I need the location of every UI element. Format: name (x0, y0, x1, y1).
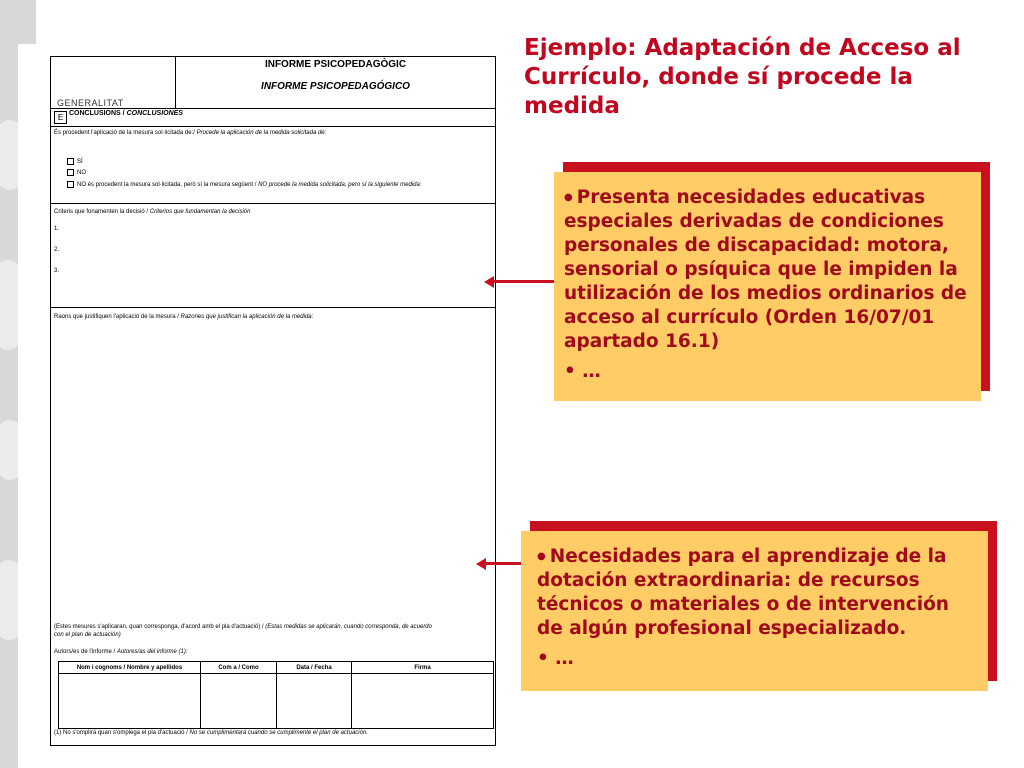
form-title-catalan: INFORME PSICOPEDAGÒGIC (264, 59, 407, 70)
procede-question-ca: És procedent l'aplicació de la mesura sol·licitada de:/ (54, 130, 195, 136)
psychopedagogical-report-form (50, 56, 496, 746)
measures-note-ca: (Estes mesures s'aplicaran, quan corresponga, d'acord amb el pla d'actuació) / (54, 624, 264, 630)
generalitat-logo-text: GENERALITAT (57, 98, 124, 108)
table-cell-date[interactable] (277, 674, 352, 729)
reasons-label-es: Razones que justifican la aplicación de la medida: (180, 314, 314, 320)
form-header (51, 57, 495, 109)
callout-1 (554, 172, 981, 401)
decorative-left-band (18, 44, 36, 768)
conclusions-section-header (51, 108, 495, 127)
procede-question (54, 129, 326, 137)
measures-note-es-1: (Estas medidas se aplicarán, cuando corresponda, de acuerdo (265, 624, 432, 630)
divider (51, 307, 495, 308)
table-header-date: Data / Fecha (277, 662, 352, 674)
table-cell-role[interactable] (201, 674, 277, 729)
criteria-item-3: 3. (54, 268, 60, 274)
reasons-label (54, 313, 313, 321)
bullet-icon: ● (537, 551, 546, 562)
section-label (69, 110, 183, 117)
callout-2 (521, 531, 988, 691)
authors-label (54, 648, 188, 656)
callout-1-bullet-text: Presenta necesidades educativas especiales derivadas de condiciones personales de discapacidad: motora, sensorial o psíquica que le impiden la utilización de los medios ordinarios de acceso al currículo (Orden 16/07/01 apartado 16.1) (564, 187, 967, 352)
criteria-label-ca: Criteris que fonamenten la decisió / (54, 209, 149, 215)
checkbox-partial[interactable] (67, 181, 74, 188)
reasons-label-ca: Raons que justifiquen l'aplicació de la mesura / (54, 314, 179, 320)
option-no-label: NO (77, 170, 86, 176)
measures-note-line1 (54, 623, 432, 631)
criteria-label (54, 208, 250, 216)
form-title-spanish: INFORME PSICOPEDAGÓGICO (261, 81, 410, 92)
table-cell-signature[interactable] (352, 674, 494, 729)
section-label-es: CONCLUSIONES (126, 110, 183, 117)
measures-note-line2 (54, 631, 121, 639)
callout-1-text (564, 186, 971, 354)
footnote-ca: (1) No s'omplirà quan s'omplega el pla d'actuació / (54, 730, 188, 736)
checkbox-si[interactable] (67, 158, 74, 165)
option-si-label: SÍ (77, 159, 83, 165)
section-letter: E (54, 111, 67, 124)
callout-1-more: • … (564, 361, 601, 382)
option-partial-ca: NO és procedent la mesura sol·licitada, però sí la mesura següent / (77, 182, 257, 188)
footnote (54, 729, 368, 737)
option-partial-es: NO procede la medida solicitada, pero sí la siguiente medida: (258, 182, 422, 188)
procede-question-es: Procede la aplicación de la medida solicitada de: (196, 130, 327, 136)
section-label-ca: CONCLUSIONS / (69, 110, 125, 117)
criteria-item-1: 1. (54, 226, 60, 232)
option-partial-label (77, 181, 422, 189)
table-header-name: Nom i cognoms / Nombre y apellidos (59, 662, 201, 674)
callout-2-text (537, 545, 974, 641)
authors-table (58, 661, 494, 729)
criteria-item-2: 2. (54, 247, 60, 253)
callout-2-bullet-text: Necesidades para el aprendizaje de la dotación extraordinaria: de recursos técnicos o materiales o de intervención de algún profesional especializado. (537, 546, 949, 639)
measures-note-es-2: con el plan de actuación) (54, 632, 121, 638)
logo-cell (51, 57, 176, 108)
authors-label-ca: Autors/es de l'informe / (54, 649, 116, 655)
callout-2-more: • … (537, 648, 574, 669)
bullet-icon: ● (564, 192, 573, 203)
arrow-2-line (484, 562, 521, 565)
table-cell-name[interactable] (59, 674, 201, 729)
checkbox-no[interactable] (67, 169, 74, 176)
table-header-signature: Firma (352, 662, 494, 674)
slide-title: Ejemplo: Adaptación de Acceso al Currículo, donde sí procede la medida (524, 35, 961, 119)
divider (51, 203, 495, 204)
arrow-1-line (492, 280, 554, 283)
footnote-es: No se cumplimentará cuando se cumplimente el plan de actuación. (189, 730, 368, 736)
criteria-label-es: Criterios que fundamentan la decisión (149, 209, 251, 215)
table-header-role: Com a / Como (201, 662, 277, 674)
authors-label-es: Autores/as del informe (1): (116, 649, 188, 655)
